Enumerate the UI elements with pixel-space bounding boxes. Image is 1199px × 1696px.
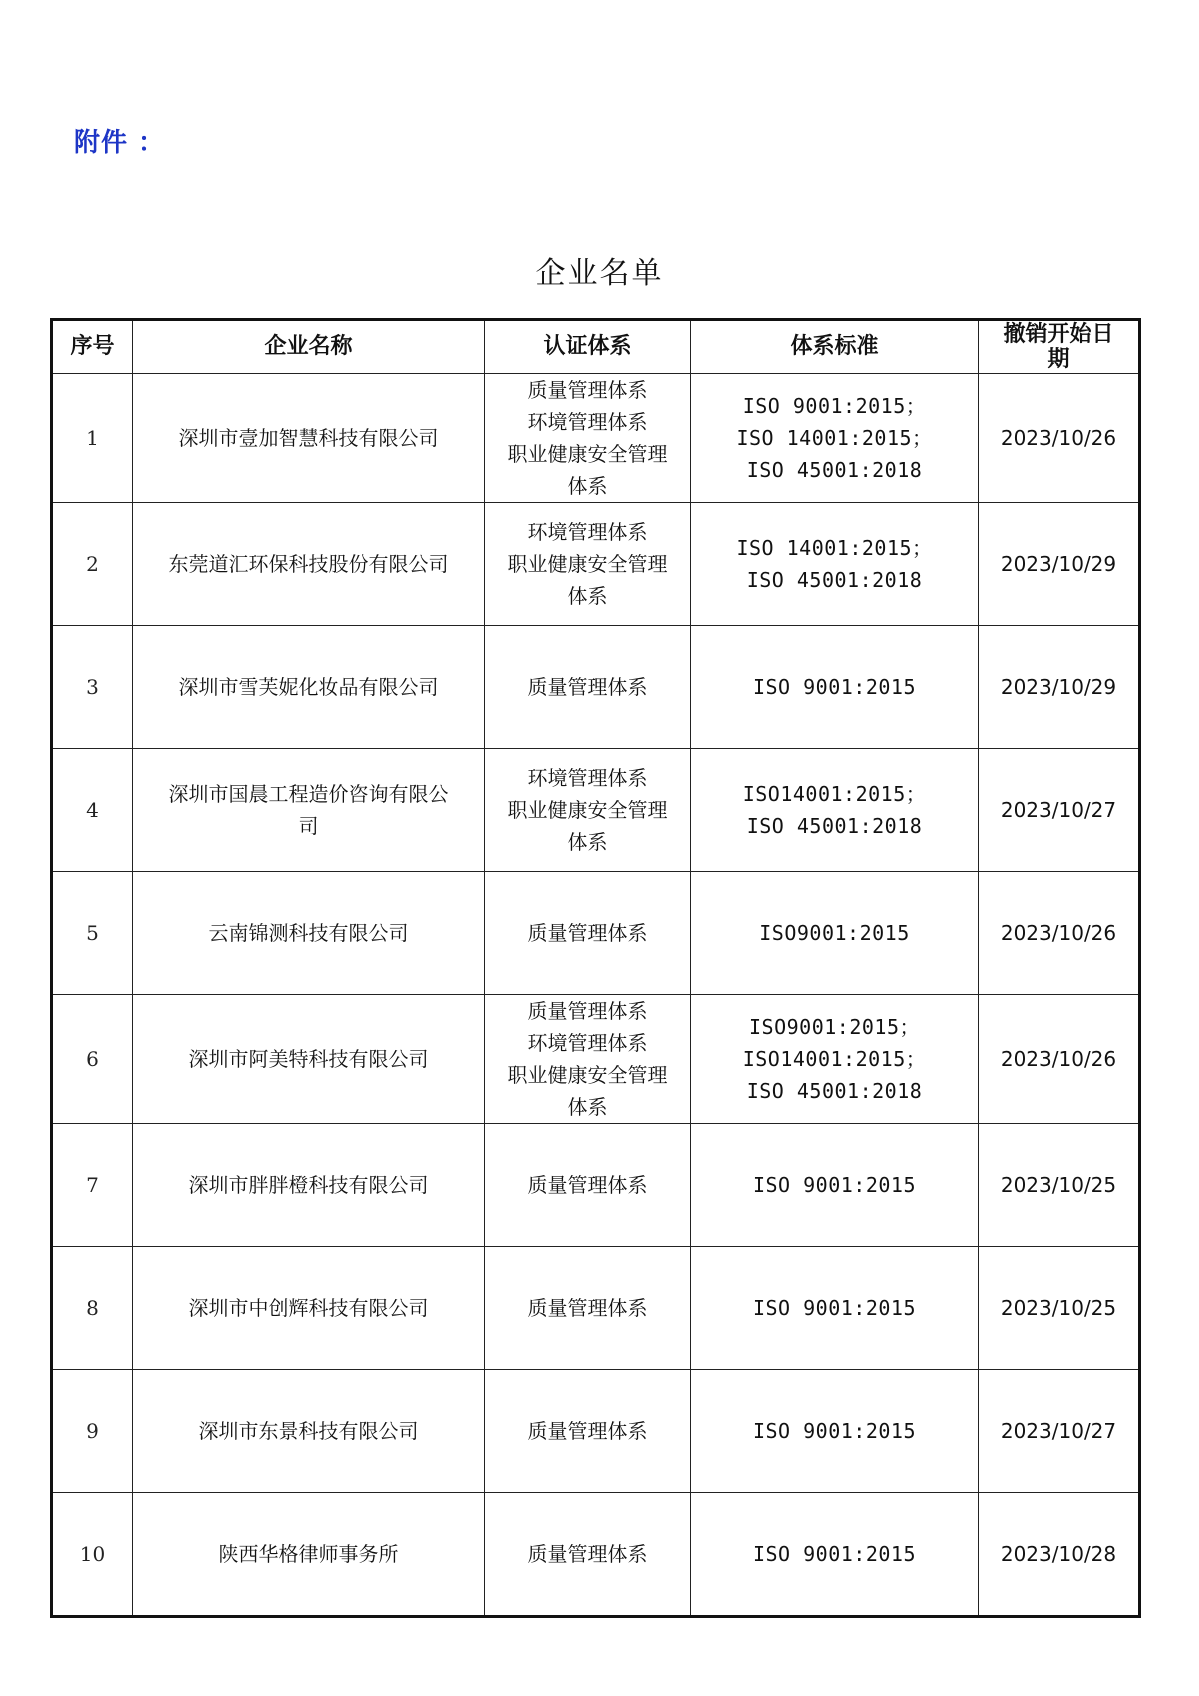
cert-system-line: 体系 [567,1095,608,1119]
system-standard-line: ISO 45001:2018 [746,1079,923,1103]
system-standard-line: ISO 45001:2018 [746,458,923,482]
row-number: 5 [52,872,133,995]
row-number: 6 [52,995,133,1124]
company-name: 深圳市阿美特科技有限公司 [133,995,485,1124]
cert-system-line: 体系 [567,830,608,854]
revoke-date: 2023/10/26 [979,374,1140,503]
revoke-date: 2023/10/26 [979,872,1140,995]
table-row [52,749,1140,872]
cert-system-line: 环境管理体系 [527,410,648,434]
document-title: 企业名单 [535,256,664,291]
cert-system-line: 职业健康安全管理 [507,1063,668,1087]
cert-system [485,1370,691,1493]
company-name: 深圳市胖胖橙科技有限公司 [133,1124,485,1247]
system-standard [691,749,979,872]
system-standard-line: ISO 9001:2015 [752,675,917,699]
system-standard [691,1247,979,1370]
system-standard-line: ISO9001:2015； [749,1015,920,1039]
row-number: 3 [52,626,133,749]
company-name: 东莞道汇环保科技股份有限公司 [133,503,485,626]
revoke-date: 2023/10/27 [979,749,1140,872]
cert-system [485,1247,691,1370]
cert-system-line: 体系 [567,474,608,498]
company-name: 深圳市中创辉科技有限公司 [133,1247,485,1370]
revoke-date: 2023/10/25 [979,1247,1140,1370]
table-row [52,503,1140,626]
revoke-date: 2023/10/29 [979,503,1140,626]
row-number: 1 [52,374,133,503]
cert-system-line: 质量管理体系 [527,378,648,402]
system-standard-line: ISO 9001:2015 [752,1173,917,1197]
revoke-date: 2023/10/29 [979,626,1140,749]
company-name: 深圳市壹加智慧科技有限公司 [133,374,485,503]
system-standard-line: ISO14001:2015； [742,1047,927,1071]
cert-system [485,503,691,626]
cert-system-line: 职业健康安全管理 [507,798,668,822]
system-standard-line: ISO 9001:2015 [752,1542,917,1566]
system-standard-line: ISO 45001:2018 [746,568,923,592]
cert-system-line: 质量管理体系 [527,1173,648,1197]
table-row [52,1247,1140,1370]
system-standard [691,503,979,626]
cert-system-line: 质量管理体系 [527,675,648,699]
header-revoke-date [979,320,1140,374]
system-standard [691,1493,979,1617]
table-row [52,626,1140,749]
cert-system [485,995,691,1124]
table-row [52,995,1140,1124]
cert-system [485,872,691,995]
revoke-date: 2023/10/26 [979,995,1140,1124]
system-standard-line: ISO 9001:2015； [742,394,927,418]
cert-system [485,749,691,872]
company-name-line: 司 [298,814,319,838]
header-company-name: 企业名称 [133,320,485,374]
cert-system-line: 质量管理体系 [527,1296,648,1320]
row-number: 4 [52,749,133,872]
system-standard-line: ISO 14001:2015； [736,426,933,450]
header-cert-system: 认证体系 [485,320,691,374]
cert-system [485,1493,691,1617]
system-standard-line: ISO9001:2015 [759,921,910,945]
company-name: 云南锦测科技有限公司 [133,872,485,995]
header-no: 序号 [52,320,133,374]
cert-system [485,1124,691,1247]
system-standard-line: ISO14001:2015； [742,782,927,806]
system-standard [691,1124,979,1247]
row-number: 8 [52,1247,133,1370]
cert-system [485,374,691,503]
system-standard-line: ISO 45001:2018 [746,814,923,838]
cert-system-line: 质量管理体系 [527,1542,648,1566]
system-standard [691,626,979,749]
system-standard-line: ISO 9001:2015 [752,1419,917,1443]
header-system-standard: 体系标准 [691,320,979,374]
company-name [133,749,485,872]
cert-system-line: 质量管理体系 [527,1419,648,1443]
header-revoke-date-line2: 期 [1047,347,1070,372]
system-standard [691,1370,979,1493]
system-standard [691,374,979,503]
cert-system-line: 环境管理体系 [527,520,648,544]
system-standard-line: ISO 9001:2015 [752,1296,917,1320]
cert-system-line: 职业健康安全管理 [507,552,668,576]
cert-system-line: 体系 [567,584,608,608]
system-standard-line: ISO 14001:2015； [736,536,933,560]
company-name-line: 深圳市国晨工程造价咨询有限公 [168,782,449,806]
cert-system-line: 质量管理体系 [527,999,648,1023]
system-standard [691,872,979,995]
system-standard [691,995,979,1124]
table-header-row [52,320,1140,374]
cert-system-line: 环境管理体系 [527,766,648,790]
company-name: 深圳市东景科技有限公司 [133,1370,485,1493]
company-name: 陕西华格律师事务所 [133,1493,485,1617]
company-name: 深圳市雪芙妮化妆品有限公司 [133,626,485,749]
revoke-date: 2023/10/25 [979,1124,1140,1247]
cert-system [485,626,691,749]
revoke-date: 2023/10/27 [979,1370,1140,1493]
table-row [52,872,1140,995]
row-number: 7 [52,1124,133,1247]
table-row [52,1370,1140,1493]
table-row [52,374,1140,503]
header-revoke-date-line1: 撤销开始日 [1003,322,1114,347]
row-number: 10 [52,1493,133,1617]
table-row [52,1124,1140,1247]
attachment-label: 附件 ： [74,128,166,158]
row-number: 9 [52,1370,133,1493]
cert-system-line: 环境管理体系 [527,1031,648,1055]
revoke-date: 2023/10/28 [979,1493,1140,1617]
row-number: 2 [52,503,133,626]
cert-system-line: 职业健康安全管理 [507,442,668,466]
company-list-table [50,318,1141,1618]
cert-system-line: 质量管理体系 [527,921,648,945]
table-row [52,1493,1140,1617]
